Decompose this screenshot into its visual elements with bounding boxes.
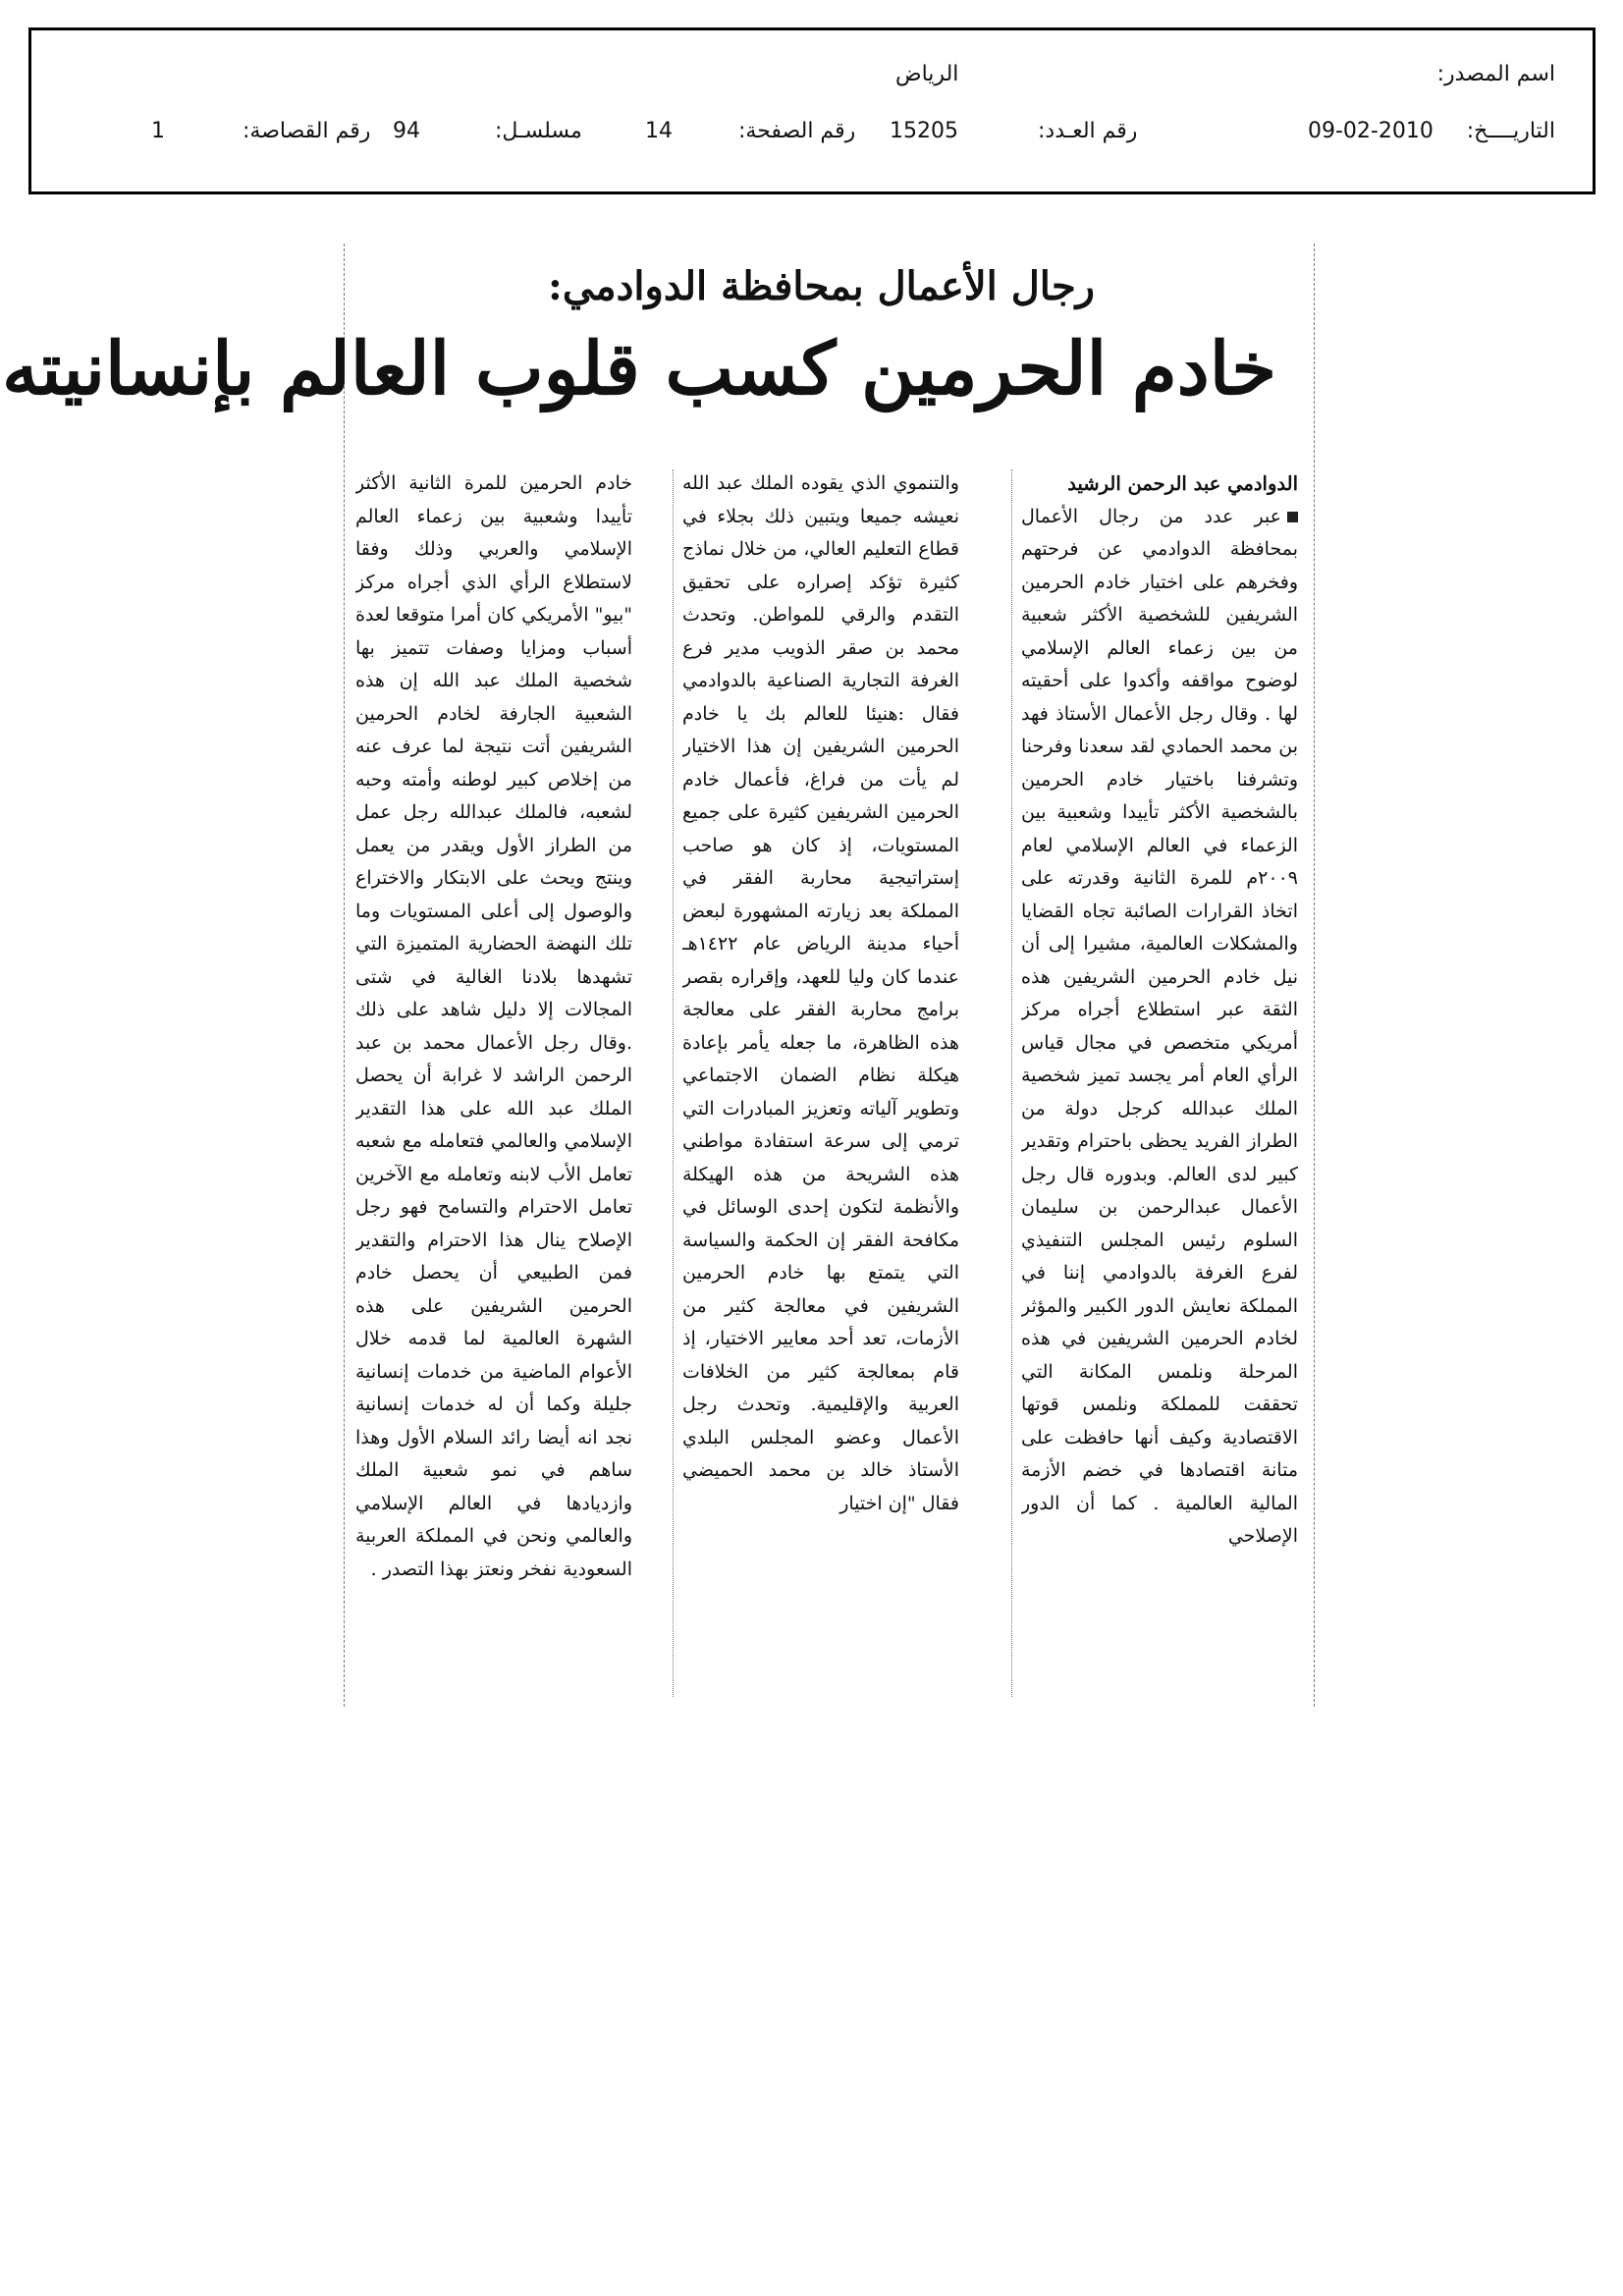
lead-square-icon — [1287, 512, 1298, 522]
issue-label: رقم العـدد: — [1038, 119, 1138, 143]
column-divider-left — [673, 469, 674, 1697]
column-left-text: خادم الحرمين للمرة الثانية الأكثر تأييدا وشعبية بين زعماء العالم الإسلامي والعربي وذلك وفقا لاستطلاع الرأي الذي أجراه مركز "بيو" الأمريكي كان أمرا متوقعا لعدة أسباب ومزايا وصفات تتميز بها شخصية الملك عبد الله إن هذه الشعبية الجارفة لخادم الحرمين الشريفين أتت نتيجة لما عرف عنه من إخلاص كبير لوطنه وأمته وحبه لشعبه، فالملك عبدالله رجل عمل من الطراز الأول ويقدر من يعمل وينتج ويحث على الابتكار والاختراع والوصول إلى أعلى المستويات وما تلك النهضة الحضارية المتميزة التي تشهدها بلادنا الغالية في شتى المجالات إلا دليل شاهد على ذلك .وقال رجل الأعمال محمد بن عبد الرحمن الراشد لا غرابة أن يحصل الملك عبد الله على هذا التقدير الإسلامي والعالمي فتعامله مع شعبه تعامل الأب لابنه وتعامله مع الآخرين تعامل الاحترام والتسامح فهو رجل الإصلاح ينال هذا الاحترام والتقدير فمن الطبيعي أن يحصل خادم الحرمين الشريفين على هذه الشهرة العالمية لما قدمه خلال الأعوام الماضية من خدمات إنسانية جليلة وكما أن له خدمات إنسانية نجد انه أيضا رائد السلام الأول وهذا ساهم في نمو شعبية الملك وازديادها في العالم الإسلامي والعالمي ونحن في المملكة العربية السعودية نفخر ونعتز بهذا التصدر . — [355, 472, 632, 1580]
clip-number-value: 1 — [151, 119, 165, 143]
issue-value: 15205 — [890, 119, 958, 143]
source-value: الرياض — [895, 62, 959, 86]
article-headline: خادم الحرمين كسب قلوب العالم بإنسانيته — [2, 327, 1276, 411]
article-column-left — [355, 467, 632, 1695]
article-column-right — [1021, 467, 1298, 1695]
page-label: رقم الصفحة: — [738, 119, 856, 143]
article-column-middle — [682, 467, 959, 1695]
article-byline: الدوادمي عبد الرحمن الرشيد — [1067, 472, 1298, 495]
date-label: التاريــــخ: — [1466, 119, 1555, 143]
clip-right-border — [1314, 244, 1315, 1707]
clip-number-label: رقم القصاصة: — [243, 119, 371, 143]
newspaper-clipping — [2, 244, 1316, 1707]
date-value: 09-02-2010 — [1308, 119, 1434, 143]
column-middle-text: والتنموي الذي يقوده الملك عبد الله نعيشه جميعا ويتبين ذلك بجلاء في قطاع التعليم العالي، من خلال نماذج كثيرة تؤكد إصراره على تحقيق التقدم والرقي للمواطن. وتحدث محمد بن صقر الذويب مدير فرع الغرفة التجارية الصناعية بالدوادمي فقال :هنيئا للعالم بك يا خادم الحرمين الشريفين إن هذا الاختيار لم يأت من فراغ، فأعمال خادم الحرمين الشريفين كثيرة على جميع المستويات، إذ كان هو صاحب إستراتيجية محاربة الفقر في المملكة بعد زيارته المشهورة لبعض أحياء مدينة الرياض عام ١٤٢٢هـ عندما كان وليا للعهد، وإقراره بقصر برامج محاربة الفقر على معالجة هذه الظاهرة، ما جعله يأمر بإعادة هيكلة نظام الضمان الاجتماعي وتطوير آلياته وتعزيز المبادرات التي ترمي إلى سرعة استفادة مواطني هذه الشريحة من هذه الهيكلة والأنظمة لتكون إحدى الوسائل في مكافحة الفقر إن الحكمة والسياسة التي يتمتع بها خادم الحرمين الشريفين في معالجة كثير من الأزمات، تعد أحد معايير الاختيار، إذ قام بمعالجة كثير من الخلافات العربية والإقليمية. وتحدث رجل الأعمال وعضو المجلس البلدي الأستاذ خالد بن محمد الحميضي فقال "إن اختيار — [682, 472, 959, 1514]
serial-value: 94 — [393, 119, 420, 143]
column-divider-right — [1011, 469, 1012, 1697]
source-label: اسم المصدر: — [1436, 62, 1555, 86]
article-kicker: رجال الأعمال بمحافظة الدوادمي: — [548, 263, 1095, 309]
page-value: 14 — [645, 119, 673, 143]
clip-left-border — [344, 244, 345, 1707]
clipping-header — [28, 27, 1596, 194]
serial-label: مسلسـل: — [495, 119, 582, 143]
column-right-text: عبر عدد من رجال الأعمال بمحافظة الدوادمي عن فرحتهم وفخرهم على اختيار خادم الحرمين الشريفين للشخصية الأكثر شعبية من بين زعماء العالم الإسلامي لوضوح مواقفه وأكدوا على أحقيته لها . وقال رجل الأعمال الأستاذ فهد بن محمد الحمادي لقد سعدنا وفرحنا وتشرفنا باختيار خادم الحرمين بالشخصية الأكثر تأييدا وشعبية بين الزعماء في العالم الإسلامي لعام ٢٠٠٩م للمرة الثانية وقدرته على اتخاذ القرارات الصائبة تجاه القضايا والمشكلات العالمية، مشيرا إلى أن نيل خادم الحرمين الشريفين هذه الثقة عبر استطلاع أجراه مركز أمريكي متخصص في مجال قياس الرأي العام أمر يجسد تميز شخصية الملك عبدالله كرجل دولة من الطراز الفريد يحظى باحترام وتقدير كبير لدى العالم. وبدوره قال رجل الأعمال عبدالرحمن بن سليمان السلوم رئيس المجلس التنفيذي لفرع الغرفة بالدوادمي إننا في المملكة نعايش الدور الكبير والمؤثر لخادم الحرمين الشريفين في هذه المرحلة ونلمس المكانة التي تحققت للمملكة ونلمس قوتها الاقتصادية وكيف أنها حافظت على متانة اقتصادها في خضم الأزمة المالية العالمية . كما أن الدور الإصلاحي — [1021, 505, 1298, 1547]
